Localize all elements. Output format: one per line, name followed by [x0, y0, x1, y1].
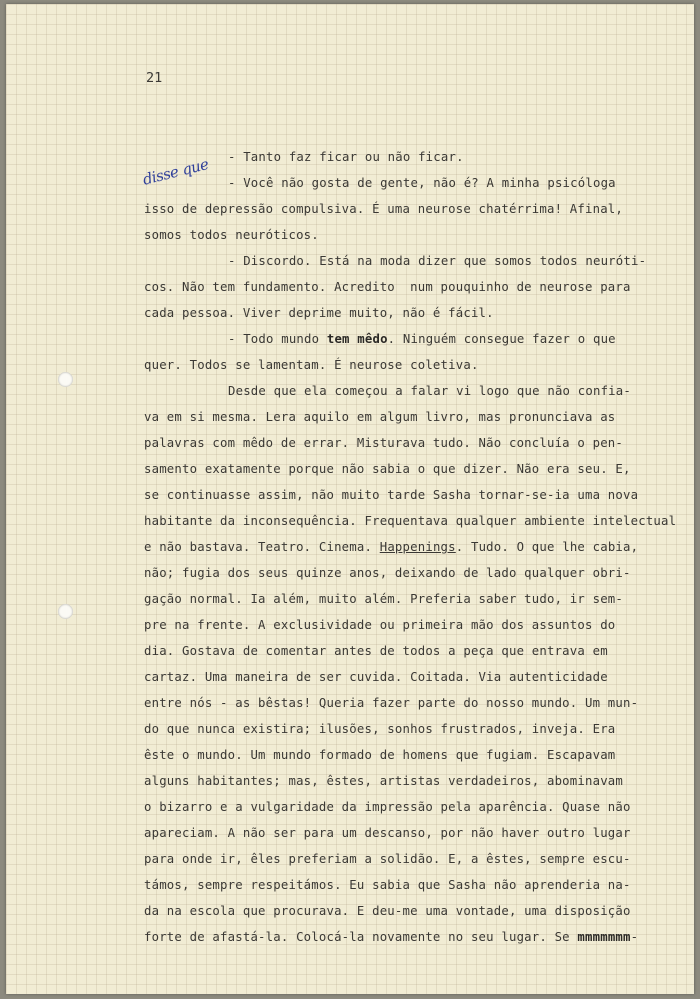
text-line — [144, 280, 631, 294]
text-line — [144, 774, 623, 788]
text-line — [144, 306, 494, 320]
text-span: se continuasse assim, não muito tarde Sasha tornar-se-ia uma nova — [144, 488, 639, 502]
text-line — [144, 748, 615, 762]
text-span: samento exatamente porque não sabia o que dizer. Não era seu. E, — [144, 462, 631, 476]
text-line — [144, 462, 631, 476]
text-span: cartaz. Uma maneira de ser cuvida. Coitada. Via autenticidade — [144, 670, 608, 684]
text-line — [144, 228, 319, 242]
text-span: somos todos neuróticos. — [144, 228, 319, 242]
binder-hole — [58, 372, 73, 387]
text-line — [144, 488, 638, 502]
text-span: palavras com mêdo de errar. Misturava tudo. Não concluía o pen- — [144, 436, 624, 450]
text-span: va em si mesma. Lera aquilo em algum livro, mas pronunciava as — [144, 410, 616, 424]
text-span: isso de depressão compulsiva. É uma neurose chatérrima! Afinal, — [144, 202, 624, 216]
text-span: pre na frente. A exclusividade ou primeira mão dos assuntos do — [144, 618, 616, 632]
text-line — [144, 202, 623, 216]
text-span: cos. Não tem fundamento. Acredito num pouquinho de neurose para — [144, 280, 631, 294]
text-span: da na escola que procurava. E deu-me uma vontade, uma disposição — [144, 904, 631, 918]
binder-hole — [58, 604, 73, 619]
text-line — [144, 566, 631, 580]
text-span: o bizarro e a vulgaridade da impressão pela aparência. Quase não — [144, 800, 631, 814]
text-line — [144, 644, 608, 658]
text-span: gação normal. Ia além, muito além. Preferia saber tudo, ir sem- — [144, 592, 624, 606]
emphasized-word: mmmmmmm — [577, 930, 631, 944]
text-line — [144, 930, 638, 944]
text-line — [144, 878, 631, 892]
text-span: forte de afastá-la. Colocá-la novamente no seu lugar. Se — [144, 930, 578, 944]
text-line — [144, 826, 631, 840]
handwritten-margin-note: disse que — [140, 155, 211, 189]
text-line — [144, 904, 631, 918]
text-span: apareciam. A não ser para um descanso, por não haver outro lugar — [144, 826, 631, 840]
text-span: . Tudo. O que lhe cabia, — [455, 540, 639, 554]
emphasized-word: tem mêdo — [326, 332, 388, 346]
text-span: e não bastava. Teatro. Cinema. — [144, 540, 380, 554]
text-line — [144, 800, 631, 814]
text-line — [228, 176, 616, 190]
text-line — [228, 254, 646, 268]
text-span: - — [630, 930, 639, 944]
text-line — [228, 150, 464, 164]
text-line — [144, 358, 479, 372]
text-span: êste o mundo. Um mundo formado de homens que fugiam. Escapavam — [144, 748, 616, 762]
text-span: entre nós - as bêstas! Queria fazer parte do nosso mundo. Um mun- — [144, 696, 639, 710]
typewritten-page — [6, 4, 694, 994]
text-span: quer. Todos se lamentam. É neurose coletiva. — [144, 358, 479, 372]
text-span: alguns habitantes; mas, êstes, artistas verdadeiros, abominavam — [144, 774, 624, 788]
text-span: habitante da inconsequência. Frequentava qualquer ambiente intelectual — [144, 514, 677, 528]
text-span: . Ninguém consegue fazer o que — [387, 332, 616, 346]
text-span: támos, sempre respeitámos. Eu sabia que Sasha não aprenderia na- — [144, 878, 631, 892]
text-line — [144, 592, 623, 606]
text-line — [144, 618, 615, 632]
text-span: - Todo mundo — [228, 332, 327, 346]
text-span: - Você não gosta de gente, não é? A minha psicóloga — [228, 176, 616, 190]
text-line — [144, 722, 615, 736]
text-line — [144, 514, 676, 528]
text-line — [144, 670, 608, 684]
text-line — [144, 410, 615, 424]
text-line — [228, 332, 616, 346]
text-span: dia. Gostava de comentar antes de todos a peça que entrava em — [144, 644, 608, 658]
text-span: não; fugia dos seus quinze anos, deixando de lado qualquer obri- — [144, 566, 631, 580]
text-span: - Tanto faz ficar ou não ficar. — [228, 150, 464, 164]
text-span: para onde ir, êles preferiam a solidão. E, a êstes, sempre escu- — [144, 852, 631, 866]
text-line — [144, 436, 623, 450]
text-line — [144, 696, 638, 710]
text-span: cada pessoa. Viver deprime muito, não é fácil. — [144, 306, 494, 320]
text-span: Desde que ela começou a falar vi logo que não confia- — [228, 384, 631, 398]
text-span: do que nunca existira; ilusões, sonhos frustrados, inveja. Era — [144, 722, 616, 736]
underlined-word: Happenings — [379, 540, 456, 554]
text-span: - Discordo. Está na moda dizer que somos todos neuróti- — [228, 254, 647, 268]
text-line — [144, 540, 638, 554]
text-line — [144, 852, 631, 866]
text-line — [228, 384, 631, 398]
page-number: 21 — [146, 70, 163, 86]
